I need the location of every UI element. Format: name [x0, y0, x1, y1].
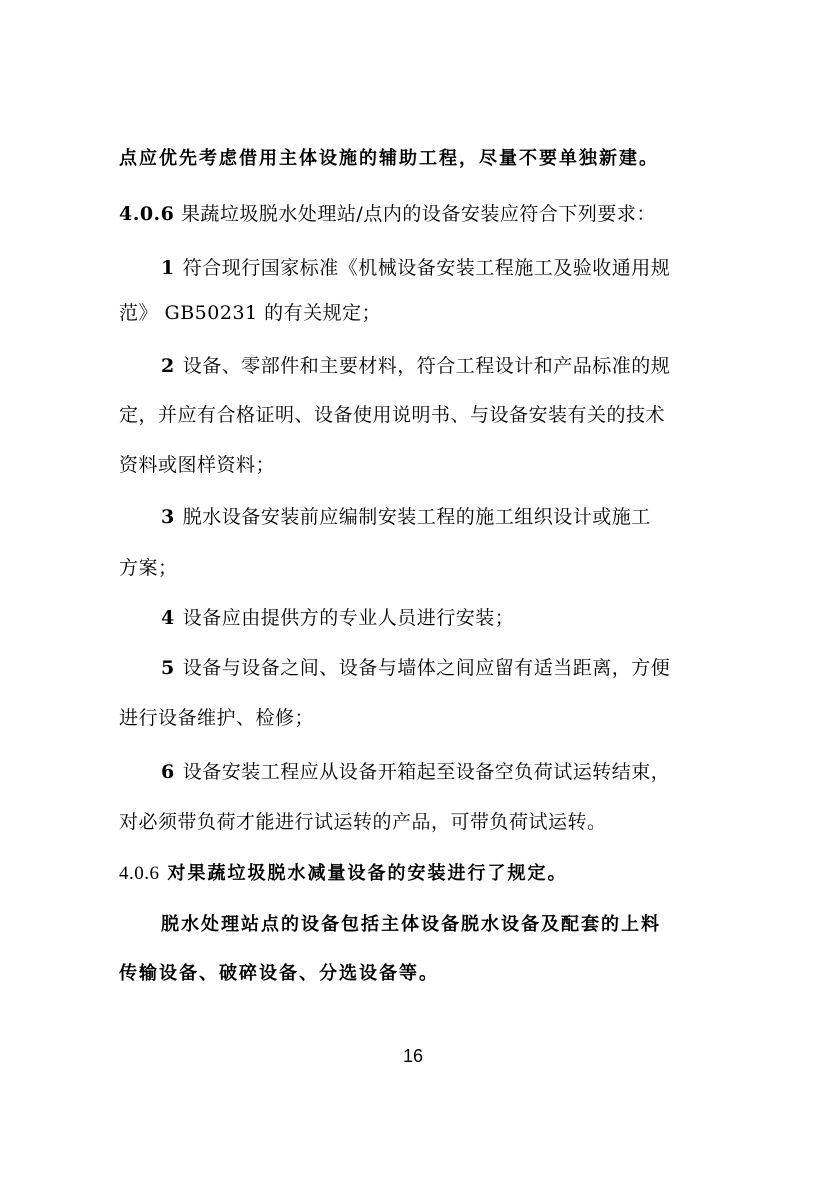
list-item-number: 2 [161, 355, 175, 377]
list-item [161, 656, 670, 680]
commentary-heading [119, 861, 568, 886]
list-item [161, 505, 651, 529]
list-item [161, 606, 514, 630]
list-item [161, 354, 670, 378]
clause-text: 果蔬垃圾脱水处理站/点内的设备安装应符合下列要求： [174, 203, 656, 225]
list-item-continuation: 定，并应有合格证明、设备使用说明书、与设备安装有关的技术 [119, 404, 666, 426]
commentary-line: 脱水处理站点的设备包括主体设备脱水设备及配套的上料 [161, 914, 661, 935]
list-item-continuation: 范》 GB50231 的有关规定； [119, 302, 382, 324]
list-item [161, 256, 670, 280]
list-item-continuation: 方案； [119, 557, 178, 579]
list-item-text: 符合现行国家标准《机械设备安装工程施工及验收通用规 [182, 257, 671, 279]
list-item-text: 设备、零部件和主要材料，符合工程设计和产品标准的规 [182, 355, 671, 377]
list-item [161, 760, 670, 784]
list-item-number: 6 [161, 761, 175, 783]
list-item-text: 设备应由提供方的专业人员进行安装； [182, 607, 515, 629]
commentary-line: 点应优先考虑借用主体设施的辅助工程，尽量不要单独新建。 [119, 148, 659, 169]
page-number: 16 [402, 1046, 424, 1066]
list-item-continuation: 对必须带负荷才能进行试运转的产品，可带负荷试运转。 [119, 811, 607, 833]
list-item-continuation: 资料或图样资料； [119, 454, 276, 476]
list-item-number: 1 [161, 257, 175, 279]
clause-heading [119, 202, 656, 226]
list-item-number: 5 [161, 657, 175, 679]
list-item-continuation: 进行设备维护、检修； [119, 707, 315, 729]
commentary-number: 4.0.6 [119, 863, 160, 884]
list-item-number: 3 [161, 506, 175, 528]
list-item-text: 脱水设备安装前应编制安装工程的施工组织设计或施工 [182, 506, 651, 528]
commentary-text: 对果蔬垃圾脱水减量设备的安装进行了规定。 [167, 863, 568, 884]
list-item-number: 4 [161, 607, 175, 629]
list-item-text: 设备与设备之间、设备与墙体之间应留有适当距离，方便 [182, 657, 671, 679]
list-item-text: 设备安装工程应从设备开箱起至设备空负荷试运转结束， [182, 761, 671, 783]
clause-number: 4.0.6 [119, 203, 175, 225]
commentary-line: 传输设备、破碎设备、分选设备等。 [119, 963, 439, 984]
